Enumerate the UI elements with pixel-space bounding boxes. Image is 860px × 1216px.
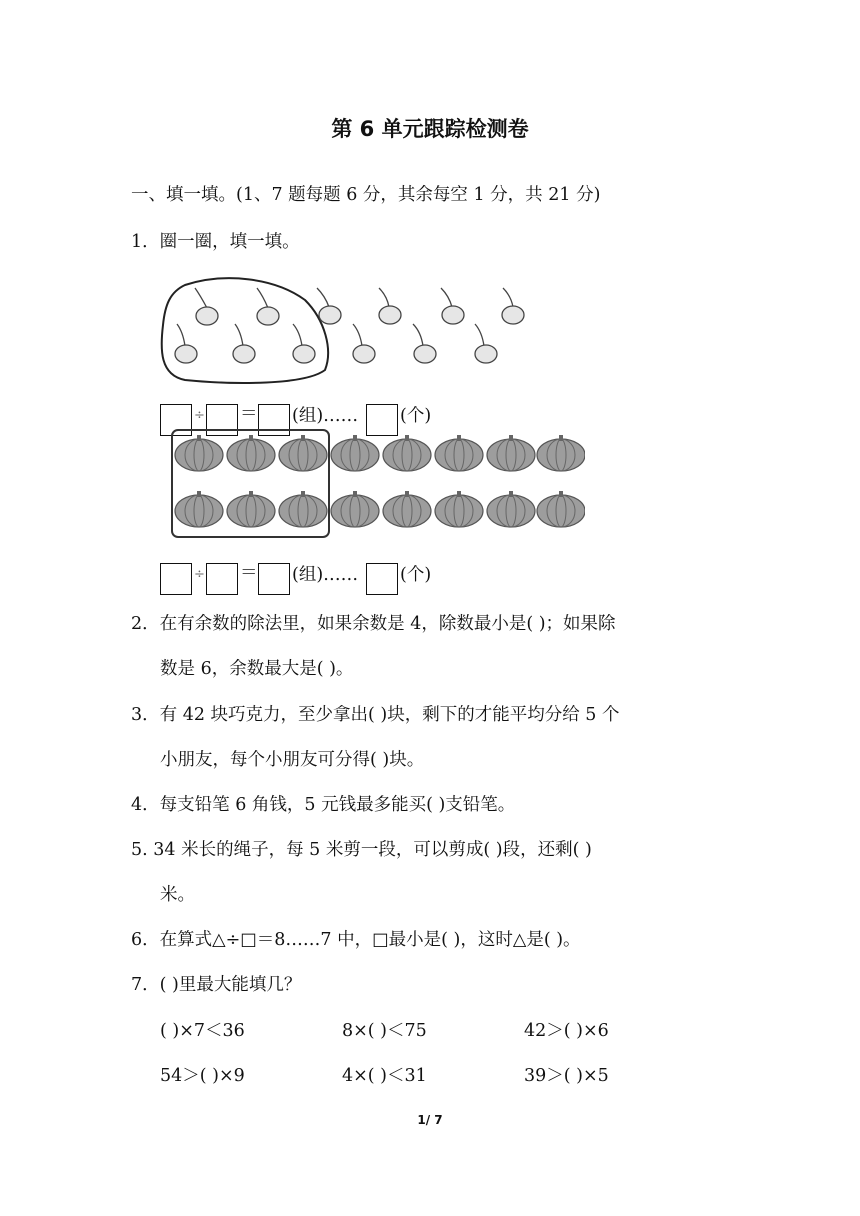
cherries-illustration (155, 270, 535, 390)
circle-group-outline (162, 278, 328, 383)
cherry-icon (175, 288, 524, 363)
question-7-stem: 7．( )里最大能填几？ (131, 975, 302, 995)
question-2-line-1: 2．在有余数的除法里，如果余数是 4，除数最小是( )；如果除 (131, 614, 616, 634)
question-3-line-2: 小朋友，每个小朋友可分得( )块。 (160, 750, 425, 770)
question-4: 4．每支铅笔 6 角钱，5 元钱最多能买( )支铅笔。 (131, 795, 516, 815)
unit-group-label-2: (组)…… (292, 565, 359, 585)
pumpkin-icon (175, 435, 585, 527)
question-3-line-1: 3．有 42 块巧克力，至少拿出( )块，剩下的才能平均分给 5 个 (131, 705, 620, 725)
q7-item: 8×( )＜75 (342, 1021, 427, 1041)
unit-piece-label-2: (个) (400, 565, 432, 585)
answer-box-quotient-2[interactable] (258, 563, 290, 595)
question-5-line-1: 5. 34 米长的绳子，每 5 米剪一段，可以剪成( )段，还剩( ) (131, 840, 592, 860)
question-6: 6．在算式△÷□＝8……7 中，□最小是( )，这时△是( )。 (131, 930, 581, 950)
pumpkins-illustration (165, 425, 585, 540)
q7-item: 39＞( )×5 (524, 1066, 609, 1086)
section-heading: 一、填一填。(1、7 题每题 6 分，其余每空 1 分，共 21 分) (131, 185, 601, 205)
answer-box-divisor-2[interactable] (206, 563, 238, 595)
q7-item: ( )×7＜36 (160, 1021, 245, 1041)
equals-sign: ＝ (240, 404, 258, 424)
unit-piece-label: (个) (400, 406, 432, 426)
question-5-line-2: 米。 (160, 885, 195, 905)
question-1-stem: 1．圈一圈，填一填。 (131, 232, 300, 252)
question-2-line-2: 数是 6，余数最大是( )。 (160, 659, 354, 679)
unit-group-label: (组)…… (292, 406, 359, 426)
answer-box-remainder-2[interactable] (366, 563, 398, 595)
equals-sign-2: ＝ (240, 563, 258, 583)
q7-item: 54＞( )×9 (160, 1066, 245, 1086)
division-sign: ÷ (194, 408, 205, 423)
page-number: 1/ 7 (417, 1113, 443, 1127)
q7-item: 4×( )＜31 (342, 1066, 427, 1086)
division-sign-2: ÷ (194, 567, 205, 582)
page-title: 第 6 单元跟踪检测卷 (331, 117, 529, 141)
q7-item: 42＞( )×6 (524, 1021, 609, 1041)
answer-box-dividend-2[interactable] (160, 563, 192, 595)
